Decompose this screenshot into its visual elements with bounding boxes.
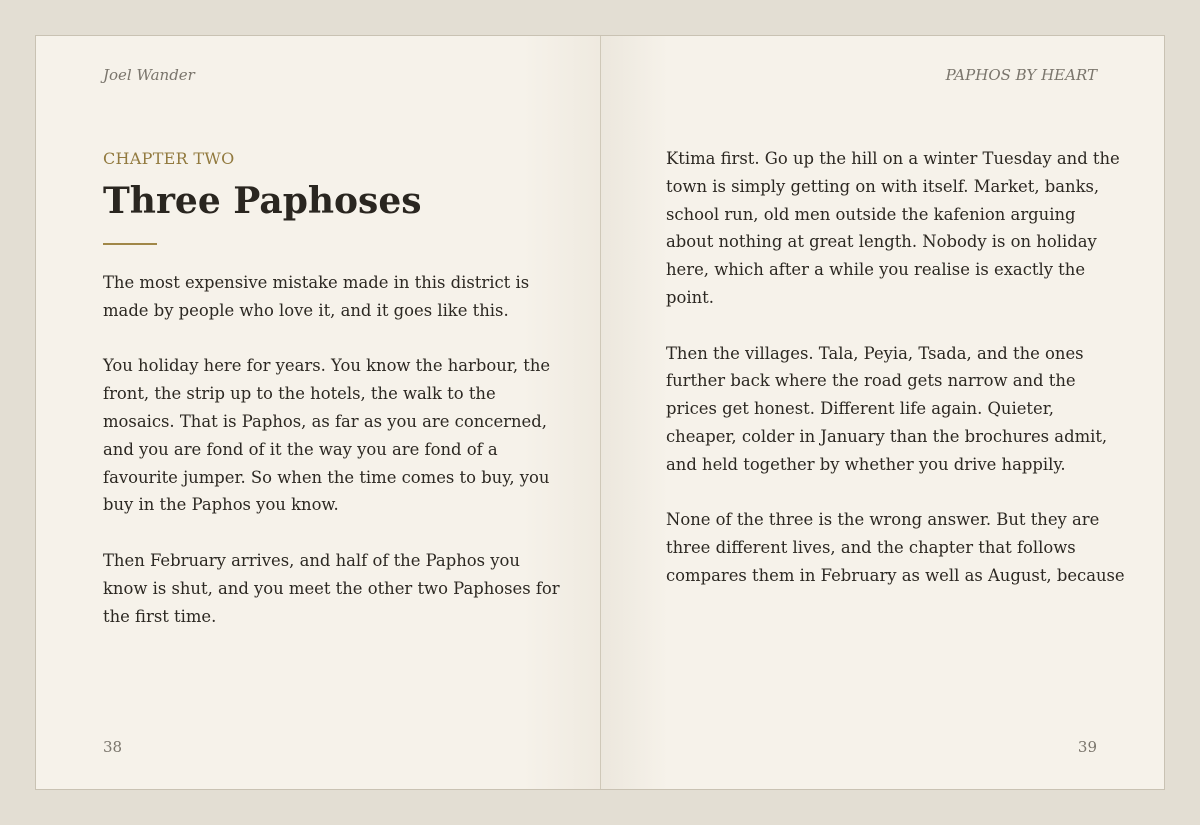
paragraph: You holiday here for years. You know the harbour, the front, the strip up to the hotels, the walk to the mosaics. That is Paphos, as far as you are concerned, and you are fond of it the way you are fond of a favourite jumper. So when the time comes to buy, you buy in the Paphos you know. (103, 356, 551, 515)
page-number-left: 38 (103, 738, 123, 756)
book-title-running-head: PAPHOS BY HEART (945, 66, 1097, 84)
chapter-label: CHAPTER TWO (103, 149, 235, 168)
right-page (600, 36, 1164, 789)
title-divider (103, 243, 157, 245)
paragraph: Ktima first. Go up the hill on a winter Tuesday and the town is simply getting on with itself. Market, banks, school run, old men outside the kafenion arguing about nothing at great length. Nobody is on holiday here, which after a while you realise is exactly the point. (666, 149, 1120, 307)
author-running-head: Joel Wander (103, 66, 195, 84)
paragraph: None of the three is the wrong answer. But they are three different lives, and the chapter that follows compares them in February as well as August, because (666, 510, 1125, 585)
paragraph: Then February arrives, and half of the Paphos you know is shut, and you meet the other two Paphoses for the first time. (103, 550, 560, 626)
paragraph: The most expensive mistake made in this district is made by people who love it, and it goes like this. (103, 273, 530, 320)
paragraph: Then the villages. Tala, Peyia, Tsada, and the ones further back where the road gets narrow and the prices get honest. Different life again. Quieter, cheaper, colder in January than the brochures admit, and held together by whether you drive happily. (666, 343, 1108, 474)
left-page (36, 36, 600, 789)
right-body-text (666, 145, 1126, 618)
left-body-text (103, 269, 565, 658)
chapter-title: Three Paphoses (103, 180, 422, 222)
open-book (35, 35, 1165, 790)
page-number-right: 39 (1077, 738, 1097, 756)
